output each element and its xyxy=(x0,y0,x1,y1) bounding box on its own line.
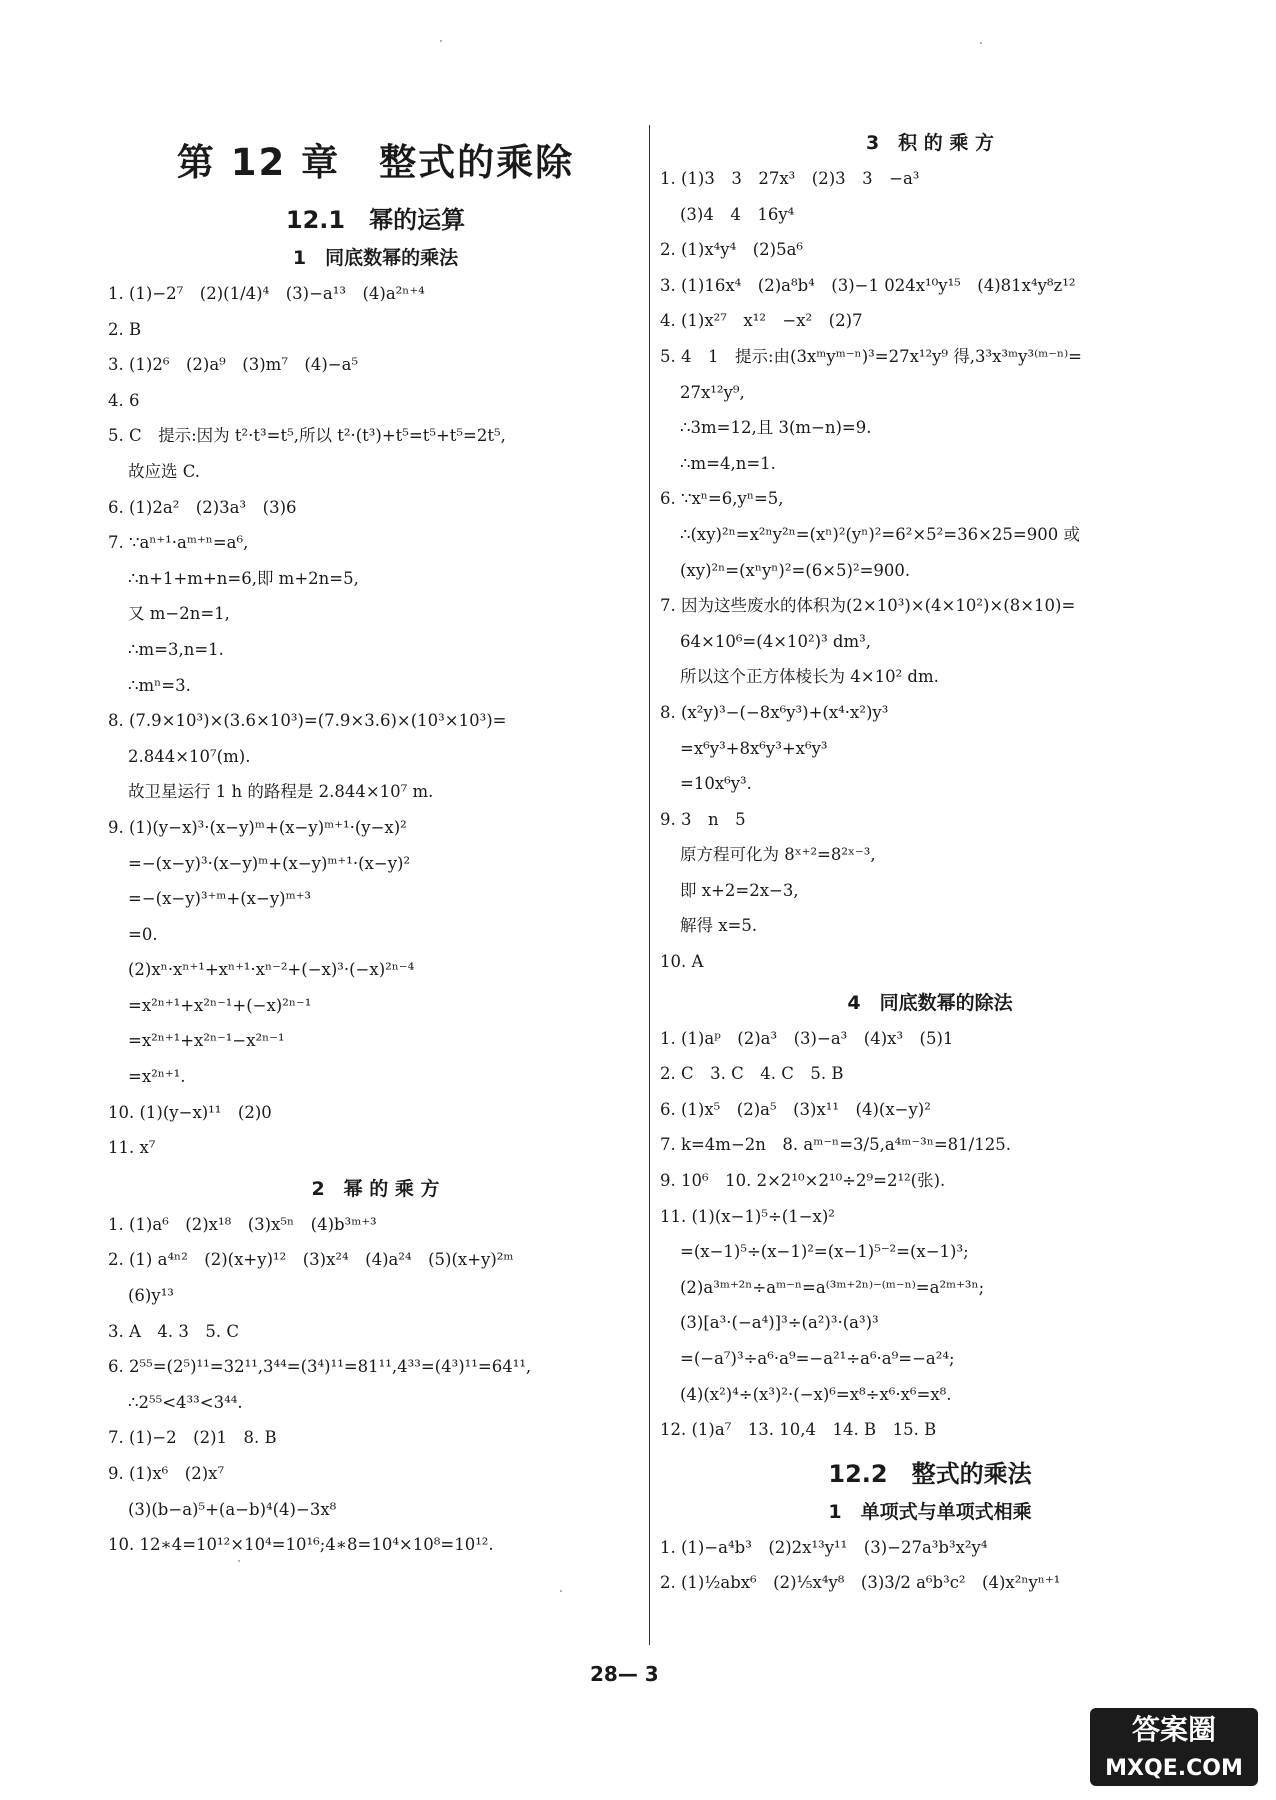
answer-item: 10. (1)(y−x)¹¹ (2)0 xyxy=(108,1102,272,1122)
answer-line: (3)4 4 16y⁴ xyxy=(680,204,795,224)
answer-item: 8. (7.9×10³)×(3.6×10³)=(7.9×3.6)×(10³×10³)= xyxy=(108,711,507,731)
answer-line: =(x−1)⁵÷(x−1)²=(x−1)⁵⁻²=(x−1)³; xyxy=(680,1242,969,1262)
answer-line: ∴3m=12,且 3(m−n)=9. xyxy=(680,418,872,438)
answer-line: (3)[a³·(−a⁴)]³÷(a²)³·(a³)³ xyxy=(680,1313,879,1333)
column-divider xyxy=(649,125,650,1645)
answer-line: 即 x+2=2x−3, xyxy=(680,880,799,900)
answer-item: 7. k=4m−2n 8. aᵐ⁻ⁿ=3/5,a⁴ᵐ⁻³ⁿ=81/125. xyxy=(660,1135,1011,1155)
answer-item: 4. 6 xyxy=(108,390,140,410)
scan-speck xyxy=(238,1560,240,1562)
answer-item: 2. (1)x⁴y⁴ (2)5a⁶ xyxy=(660,240,804,260)
answer-line: 64×10⁶=(4×10²)³ dm³, xyxy=(680,631,871,651)
answer-line: =x²ⁿ⁺¹. xyxy=(128,1067,186,1087)
answer-line: =x²ⁿ⁺¹+x²ⁿ⁻¹+(−x)²ⁿ⁻¹ xyxy=(128,995,312,1015)
answer-item: 9. 10⁶ 10. 2×2¹⁰×2¹⁰÷2⁹=2¹²(张). xyxy=(660,1171,946,1191)
answer-item: 6. (1)2a² (2)3a³ (3)6 xyxy=(108,497,297,517)
answer-line: 故应选 C. xyxy=(128,461,201,481)
left-column xyxy=(108,120,643,1563)
subsection-title: 1 单项式与单项式相乘 xyxy=(828,1500,1032,1523)
answer-line: ∴n+1+m+n=6,即 m+2n=5, xyxy=(128,568,359,588)
answer-item: 3. A 4. 3 5. C xyxy=(108,1321,240,1341)
scan-speck xyxy=(560,1590,562,1592)
left-answers xyxy=(108,243,643,1563)
answer-item: 7. (1)−2 (2)1 8. B xyxy=(108,1428,277,1448)
subsection-title: 4 同底数幂的除法 xyxy=(847,991,1013,1014)
answer-item: 6. ∵xⁿ=6,yⁿ=5, xyxy=(660,489,784,509)
answer-item: 1. (1)3 3 27x³ (2)3 3 −a³ xyxy=(660,169,920,188)
subsection-title: 3 积 的 乘 方 xyxy=(865,132,995,154)
answer-item: 10. A xyxy=(660,952,704,972)
answer-item: 9. 3 n 5 xyxy=(660,809,746,829)
watermark-top-text: 答案圈 xyxy=(1090,1708,1258,1752)
answer-line: (4)(x²)⁴÷(x³)²·(−x)⁶=x⁸÷x⁶·x⁶=x⁸. xyxy=(680,1384,952,1404)
answer-item: 1. (1)−a⁴b³ (2)2x¹³y¹¹ (3)−27a³b³x²y⁴ xyxy=(660,1537,988,1557)
scan-speck xyxy=(980,42,982,44)
answer-line: (6)y¹³ xyxy=(128,1286,174,1306)
answer-item: 11. x⁷ xyxy=(108,1138,156,1158)
answer-item: 6. (1)x⁵ (2)a⁵ (3)x¹¹ (4)(x−y)² xyxy=(660,1099,931,1119)
answer-item: 1. (1)a⁶ (2)x¹⁸ (3)x⁵ⁿ (4)b³ᵐ⁺³ xyxy=(108,1214,377,1234)
section-title: 12.2 整式的乘法 xyxy=(828,1459,1032,1488)
answer-item: 10. 12∗4=10¹²×10⁴=10¹⁶;4∗8=10⁴×10⁸=10¹². xyxy=(108,1535,494,1555)
answer-item: 5. C 提示:因为 t²·t³=t⁵,所以 t²·(t³)+t⁵=t⁵+t⁵=2t⁵, xyxy=(108,426,506,446)
answer-line: =−(x−y)³·(x−y)ᵐ+(x−y)ᵐ⁺¹·(x−y)² xyxy=(128,853,411,873)
answer-item: 3. (1)16x⁴ (2)a⁸b⁴ (3)−1 024x¹⁰y¹⁵ (4)81x⁴y⁸z¹² xyxy=(660,275,1076,295)
answer-item: 1. (1)−2⁷ (2)(1/4)⁴ (3)−a¹³ (4)a²ⁿ⁺⁴ xyxy=(108,284,425,303)
answer-line: 解得 x=5. xyxy=(680,916,758,936)
answer-line: 原方程可化为 8ˣ⁺²=8²ˣ⁻³, xyxy=(680,845,876,865)
answer-line: (2)xⁿ·xⁿ⁺¹+xⁿ⁺¹·xⁿ⁻²+(−x)³·(−x)²ⁿ⁻⁴ xyxy=(128,960,415,980)
right-answers xyxy=(660,128,1200,1601)
answer-line: (2)a³ᵐ⁺²ⁿ÷aᵐ⁻ⁿ=a⁽³ᵐ⁺²ⁿ⁾⁻⁽ᵐ⁻ⁿ⁾=a²ᵐ⁺³ⁿ; xyxy=(680,1277,985,1297)
watermark-bottom-text: MXQE.COM xyxy=(1090,1752,1258,1786)
answer-item: 5. 4 1 提示:由(3xᵐyᵐ⁻ⁿ)³=27x¹²y⁹ 得,3³x³ᵐy³⁽ᵐ⁻ⁿ⁾= xyxy=(660,346,1083,366)
page-number: 28— 3 xyxy=(590,1662,659,1686)
answer-item: 6. 2⁵⁵=(2⁵)¹¹=32¹¹,3⁴⁴=(3⁴)¹¹=81¹¹,4³³=(4³)¹¹=64¹¹, xyxy=(108,1357,532,1377)
answer-line: 27x¹²y⁹, xyxy=(680,382,745,402)
answer-item: 4. (1)x²⁷ x¹² −x² (2)7 xyxy=(660,311,863,331)
answer-line: ∴(xy)²ⁿ=x²ⁿy²ⁿ=(xⁿ)²(yⁿ)²=6²×5²=36×25=900 或 xyxy=(680,524,1080,544)
answer-item: 2. (1)½abx⁶ (2)⅕x⁴y⁸ (3)3/2 a⁶b³c² (4)x²ⁿyⁿ⁺¹ xyxy=(660,1573,1061,1593)
answer-line: 所以这个正方体棱长为 4×10² dm. xyxy=(680,667,939,687)
answer-line: =x⁶y³+8x⁶y³+x⁶y³ xyxy=(680,738,828,758)
answer-line: 故卫星运行 1 h 的路程是 2.844×10⁷ m. xyxy=(128,782,434,802)
right-column xyxy=(660,120,1200,1601)
watermark-logo xyxy=(1090,1708,1258,1788)
answer-item: 11. (1)(x−1)⁵÷(1−x)² xyxy=(660,1206,835,1226)
answer-item: 7. ∵aⁿ⁺¹·aᵐ⁺ⁿ=a⁶, xyxy=(108,533,249,553)
answer-line: =(−a⁷)³÷a⁶·a⁹=−a²¹÷a⁶·a⁹=−a²⁴; xyxy=(680,1349,955,1368)
answer-item: 8. (x²y)³−(−8x⁶y³)+(x⁴·x²)y³ xyxy=(660,702,889,722)
answer-line: (xy)²ⁿ=(xⁿyⁿ)²=(6×5)²=900. xyxy=(680,560,911,580)
subsection-title: 2 幂 的 乘 方 xyxy=(311,1177,440,1200)
answer-line: =0. xyxy=(128,924,158,944)
answer-line: =−(x−y)³⁺ᵐ+(x−y)ᵐ⁺³ xyxy=(128,889,312,909)
scan-speck xyxy=(440,40,442,42)
answer-item: 9. (1)(y−x)³·(x−y)ᵐ+(x−y)ᵐ⁺¹·(y−x)² xyxy=(108,817,407,837)
answer-item: 1. (1)aᵖ (2)a³ (3)−a³ (4)x³ (5)1 xyxy=(660,1028,954,1048)
answer-line: (3)(b−a)⁵+(a−b)⁴(4)−3x⁸ xyxy=(128,1499,337,1519)
answer-item: 2. (1) a⁴ⁿ² (2)(x+y)¹² (3)x²⁴ (4)a²⁴ (5)(x+y)²ᵐ xyxy=(108,1250,514,1270)
answer-item: 9. (1)x⁶ (2)x⁷ xyxy=(108,1464,225,1483)
answer-line: ∴m=3,n=1. xyxy=(128,639,224,659)
answer-item: 2. B xyxy=(108,319,142,339)
answer-item: 12. (1)a⁷ 13. 10,4 14. B 15. B xyxy=(660,1420,937,1440)
answer-line: =x²ⁿ⁺¹+x²ⁿ⁻¹−x²ⁿ⁻¹ xyxy=(128,1031,285,1051)
answer-line: 2.844×10⁷(m). xyxy=(128,746,251,766)
answer-item: 2. C 3. C 4. C 5. B xyxy=(660,1064,844,1084)
answer-item: 3. (1)2⁶ (2)a⁹ (3)m⁷ (4)−a⁵ xyxy=(108,355,359,375)
section-title: 12.1 幂的运算 xyxy=(285,206,466,234)
answer-line: =10x⁶y³. xyxy=(680,774,752,794)
answer-line: ∴m=4,n=1. xyxy=(680,453,776,473)
chapter-title: 第 12 章 整式的乘除 xyxy=(176,141,575,184)
answer-item: 7. 因为这些废水的体积为(2×10³)×(4×10²)×(8×10)= xyxy=(660,596,1076,616)
answer-line: ∴mⁿ=3. xyxy=(128,675,191,695)
subsection-title: 1 同底数幂的乘法 xyxy=(292,247,459,269)
answer-line: ∴2⁵⁵<4³³<3⁴⁴. xyxy=(128,1392,243,1412)
answer-line: 又 m−2n=1, xyxy=(128,604,230,624)
